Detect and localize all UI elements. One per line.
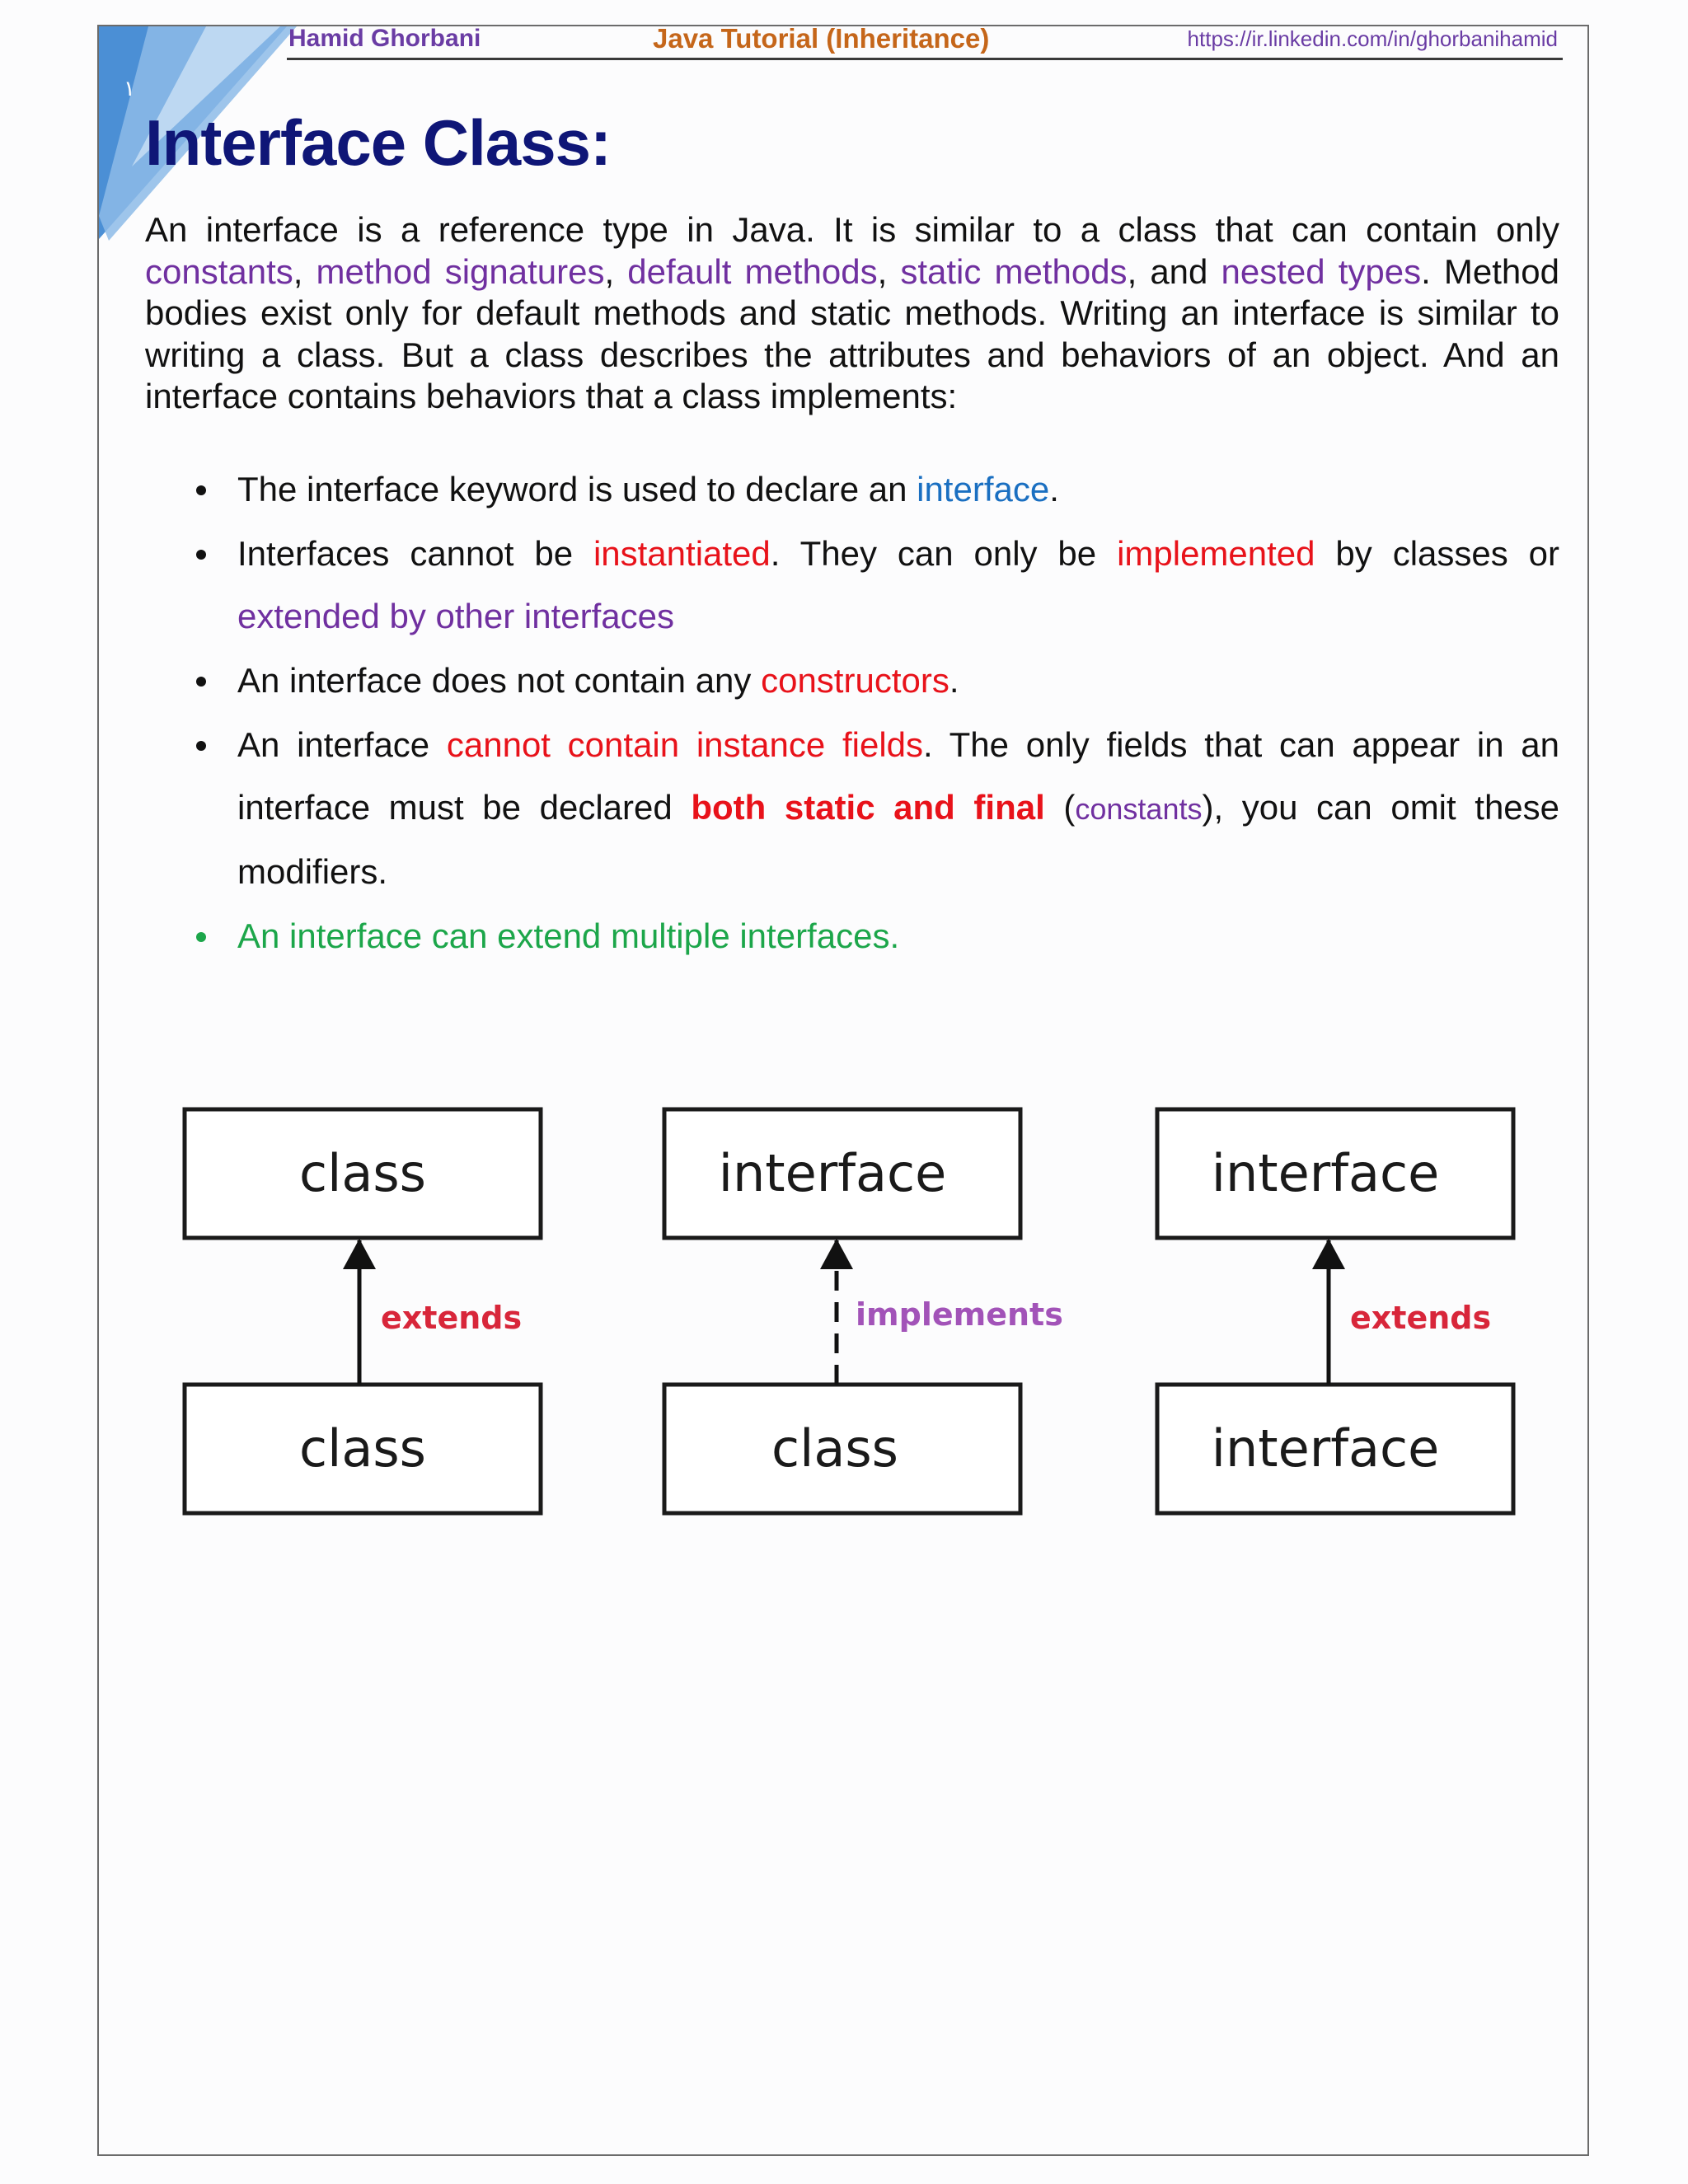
bullet-text: Interfaces cannot be	[237, 534, 593, 573]
bullet-dot-icon	[196, 741, 206, 751]
term-implemented: implemented	[1117, 534, 1315, 573]
bullet-text: The interface keyword is used to declare an	[237, 470, 917, 509]
term-static-methods: static methods	[900, 251, 1128, 291]
bullet-dot-icon	[196, 932, 206, 942]
box-top-label: interface	[718, 1143, 947, 1203]
bullet-item-constructors	[145, 649, 1559, 712]
header-link[interactable]: https://ir.linkedin.com/in/ghorbanihamid	[1187, 26, 1558, 51]
bullet-dot-icon	[196, 550, 206, 560]
term-constants: constants	[145, 251, 293, 291]
bullet-dot-icon	[196, 677, 206, 687]
page-header	[287, 21, 1563, 60]
bullet-item-multiple-extends	[145, 905, 1559, 968]
term-constants-small: constants	[1075, 792, 1203, 826]
term-static-and-final: both static and final	[691, 788, 1045, 827]
intro-text-2: . Method bodies exist only for default methods and static methods. Writing an interface is similar to writing a class. But a class describes the attributes and behaviors of an object. And an interface contains behaviors that a class implements:	[145, 251, 1559, 415]
term-no-instance-fields: cannot contain instance fields	[446, 725, 924, 764]
box-bottom-label: class	[299, 1418, 426, 1479]
term-instantiated: instantiated	[593, 534, 771, 573]
relation-label: implements	[856, 1296, 1063, 1333]
box-top-label: interface	[1211, 1143, 1440, 1203]
bullet-item-fields	[145, 714, 1559, 903]
bullet-text: .	[949, 661, 959, 700]
box-top-class	[185, 1109, 541, 1238]
bullet-list	[145, 458, 1559, 969]
term-nested-types: nested types	[1221, 251, 1422, 291]
term-default-methods: default methods	[627, 251, 878, 291]
bullet-item-instantiation	[145, 523, 1559, 648]
relation-label: extends	[381, 1300, 523, 1336]
page-number: ١	[124, 76, 135, 101]
relation-label: extends	[1350, 1300, 1492, 1336]
term-extended-by-interfaces: extended by other interfaces	[237, 597, 675, 635]
intro-sep: ,	[877, 251, 901, 291]
term-interface: interface	[917, 470, 1050, 509]
bullet-text: by classes or	[1315, 534, 1559, 573]
bullet-text: An interface	[237, 725, 447, 764]
term-method-signatures: method signatures	[316, 251, 605, 291]
box-bottom-class	[185, 1385, 541, 1513]
bullet-item-keyword	[145, 458, 1559, 521]
box-bottom-class	[664, 1385, 1020, 1513]
box-bottom-label: interface	[1211, 1418, 1440, 1479]
box-top-interface	[664, 1109, 1020, 1238]
box-top-interface	[1157, 1109, 1513, 1238]
bullet-text: . The only fields that can appear in an interface must be declared	[237, 725, 1559, 827]
intro-paragraph	[145, 209, 1559, 418]
intro-sep: , and	[1127, 251, 1221, 291]
bullet-text: An interface does not contain any	[237, 661, 762, 700]
intro-sep: ,	[293, 251, 316, 291]
header-title: Java Tutorial (Inheritance)	[653, 23, 990, 54]
bullet-dot-icon	[196, 485, 206, 495]
page-title: Interface Class:	[145, 106, 611, 179]
box-top-label: class	[299, 1143, 426, 1203]
bullet-text: ), you can omit these modifiers.	[237, 788, 1560, 891]
bullet-text: (	[1044, 788, 1076, 827]
bullet-text: .	[1049, 470, 1059, 509]
box-bottom-interface	[1157, 1385, 1513, 1513]
box-bottom-label: class	[771, 1418, 898, 1479]
intro-sep: ,	[604, 251, 628, 291]
header-author: Hamid Ghorbani	[288, 25, 481, 52]
intro-text: An interface is a reference type in Java. It is similar to a class that can contain only	[145, 210, 1559, 249]
bullet-text: . They can only be	[770, 534, 1118, 573]
term-constructors: constructors	[761, 661, 950, 700]
bullet-text-green: An interface can extend multiple interfaces.	[237, 916, 900, 955]
